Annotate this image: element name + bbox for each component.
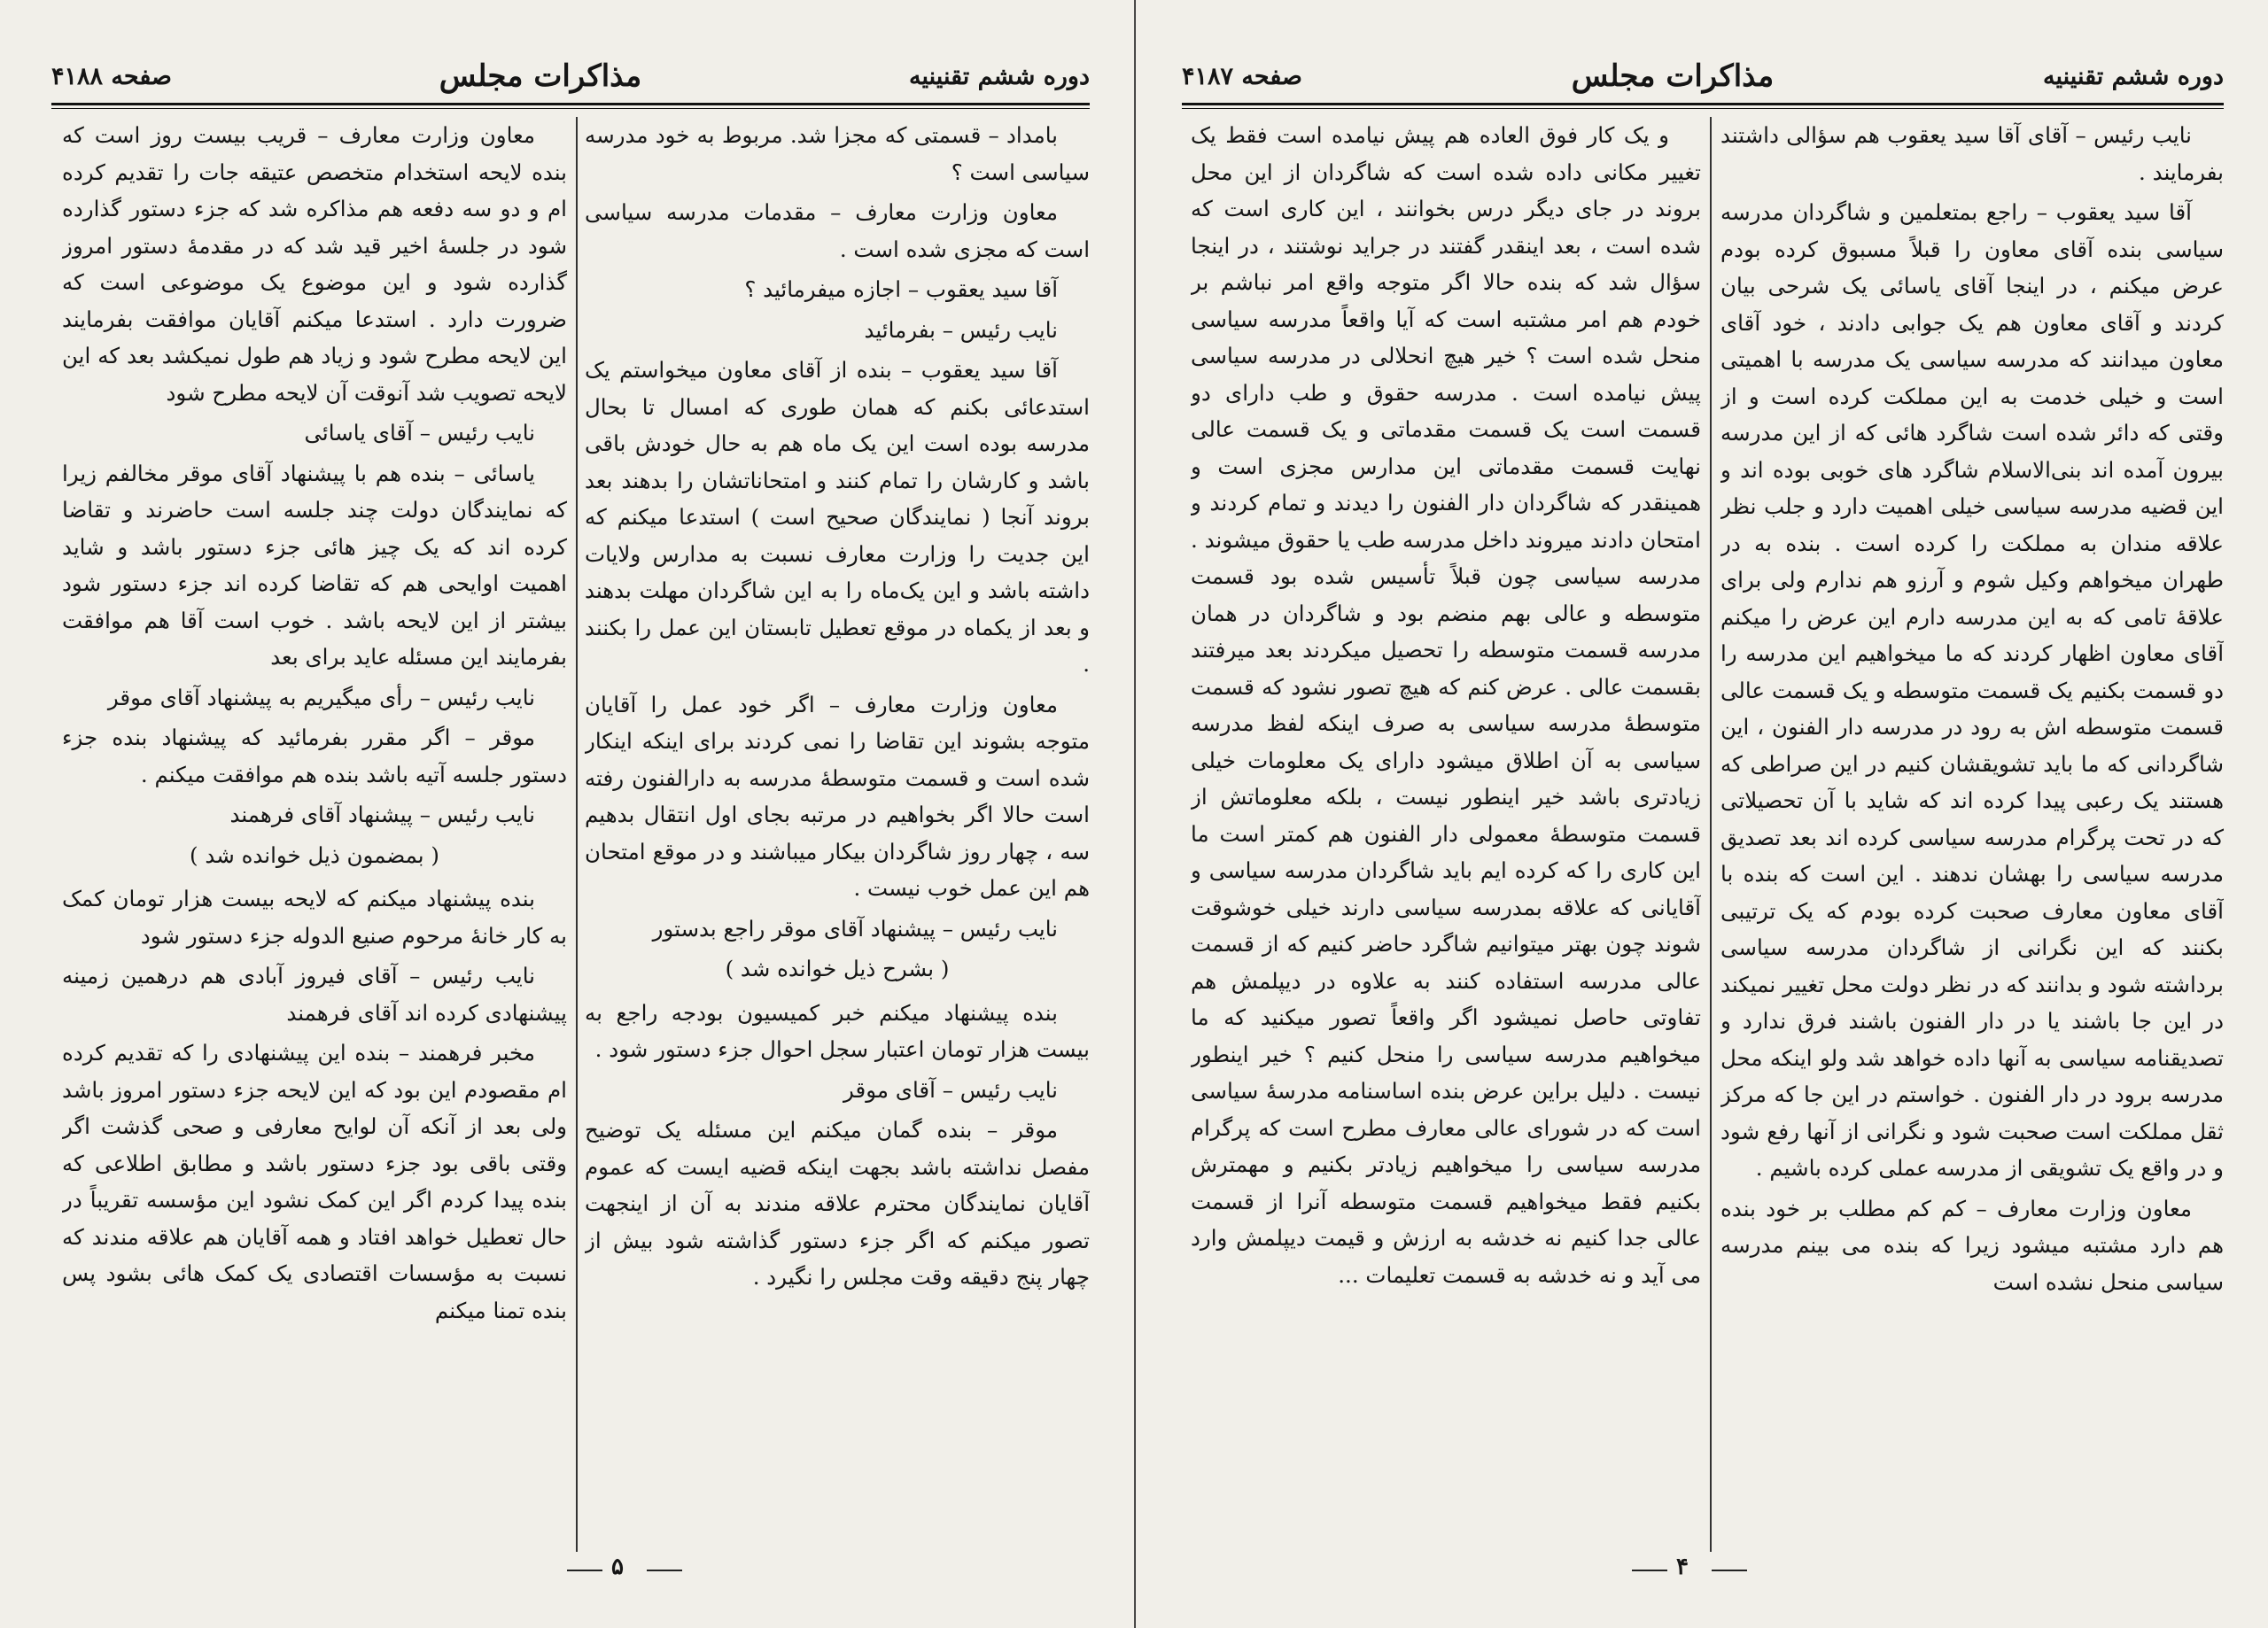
folio-dash [567, 1570, 602, 1571]
column-divider [1710, 117, 1712, 1552]
paragraph: آقا سید یعقوب – بنده از آقای معاون میخواستم یک استدعائی بکنم که همان طوری که امسال تا بحال مدرسه بوده است این یک ماه هم به حال خودش باقی باشد و کارشان را تمام کنند و امتحاناتشان را بدهند بعد بروند آنجا ( نمایندگان صحیح است ) استدعا میکنم که این جدیت را وزارت معارف نسبت به مدارس ولایات داشته باشد و این یک‌ماه را به این شاگردان مهلت بدهند و بعد از یکماه در موقع تعطیل تابستان این عمل را بکنند . [585, 357, 1090, 677]
paragraph: بنده پیشنهاد میکنم خبر کمیسیون بودجه راجع به بیست هزار تومان اعتبار سجل احوال جزء دستور شود . [585, 999, 1090, 1062]
header-rule [1182, 103, 2224, 105]
folio-dash [1632, 1570, 1667, 1571]
paragraph: نایب رئیس – آقای موقر [843, 1076, 1058, 1103]
paragraph: نایب رئیس – آقای یاسائی [304, 420, 535, 446]
folio-number: ۴ [1676, 1554, 1689, 1580]
paragraph: نایب رئیس – آقای فیروز آبادی هم درهمین زمینه پیشنهادی کرده اند آقای فرهمند [62, 963, 567, 1026]
paragraph: آقا سید یعقوب – راجع بمتعلمین و شاگردان مدرسه سیاسی بنده آقای معاون را قبلاً مسبوق کرده بودم عرض میکنم ، در اینجا آقای یاسائی یک شرحی بیان کردند و آقای معاون هم یک جوابی دادند ، خود آقای معاون میدانند که مدرسه سیاسی یک مدرسه با اهمیتی است و خیلی خدمت به این مملکت کرده است و از وقتی که دائر شده است شاگرد هائی که از این مدرسه بیرون آمده اند بنی‌الاسلام شاگرد های خوبی بوده اند و این قضیه مدرسه سیاسی خیلی اهمیت دارد و جلب نظر علاقه مندان به مملکت را کرده است . بنده به در طهران میخواهم وکیل شوم و آرزو هم ندارم ولی برای علاقهٔ تامی که به این مدرسه دارم این عرض را میکنم آقای معاون اظهار کردند که ما میخواهیم این مدرسه را دو قسمت بکنیم یک قسمت متوسطه و یک قسمت عالی قسمت متوسطه اش به رود در مدرسه دار الفنون ، این شاگردانی که ما باید تشویقشان کنیم در این صراطی که هستند یک رعبی پیدا کرده اند که شاید با آن تحصیلاتی که در تحت پرگرام مدرسه سیاسی کرده اند بعد تصدیق مدرسه سیاسی را بهشان ندهند . این است که بنده با آقای معاون معارف صحبت کرده بودم که یک ترتیبی بکنند که این نگرانی از شاگردان مدرسه سیاسی برداشته شود و بدانند که در نظر دولت محل تغییر نمیکند در این جا باشند یا در دار الفنون باشند فرق ندارد و تصدیقنامه سیاسی به آنها داده خواهد شد ولو اینکه محل مدرسه برود در دار الفنون . خواستم در این جا که مرکز ثقل مملکت است صحبت شود و نگرانی از آنها رفع شود و در واقع یک تشویقی از مدرسه عملی کرده باشیم . [1720, 199, 2224, 1181]
paragraph: معاون وزارت معارف – کم کم مطلب بر خود بنده هم دارد مشتبه میشود زیرا که بنده می بینم مدرسه سیاسی منحل نشده است [1720, 1195, 2224, 1295]
paragraph: معاون وزارت معارف – مقدمات مدرسه سیاسی است که مجزی شده است . [585, 199, 1090, 262]
paragraph: نایب رئیس – آقای آقا سید یعقوب هم سؤالی داشتند بفرمایند . [1720, 122, 2224, 185]
journal-title: مذاکرات مجلس [1571, 58, 1775, 94]
folio-dash [1712, 1570, 1747, 1571]
paragraph: نایب رئیس – پیشنهاد آقای فرهمند [229, 802, 535, 827]
running-head [51, 51, 1090, 101]
paragraph: بامداد – قسمتی که مجزا شد. مربوط به خود مدرسه سیاسی است ؟ [585, 122, 1090, 185]
paragraph: و یک کار فوق العاده هم پیش نیامده است فقط یک تغییر مکانی داده شده است که شاگردان از این محل بروند در جای دیگر درس بخوانند ، این کاری است که شده است ، بعد اینقدر گفتند در جراید نوشتند ، در اینجا سؤال شد که بنده حالا اگر متوجه واقع امر نباشم بر خودم هم امر مشتبه است که آیا واقعاً مدرسه سیاسی منحل شده است ؟ خیر هیچ انحلالی در مدرسه سیاسی پیش نیامده است . مدرسه حقوق و طب دارای دو قسمت است یک قسمت مقدماتی و یک قسمت عالی نهایت قسمت مقدماتی این مدارس مجزی است و همینقدر که شاگردان دار الفنون را دیدند و تمام کردند و امتحان دادند میروند داخل مدرسه طب یا حقوق میشوند . مدرسه سیاسی چون قبلاً تأسیس شده بود قسمت متوسطه و عالی بهم منضم بود و شاگردان در همان مدرسه قسمت متوسطه را تحصیل میکردند بعد میرفتند بقسمت عالی . عرض کنم که هیچ تصور نشود که قسمت متوسطهٔ مدرسه سیاسی به صرف اینکه لفظ مدرسه سیاسی به آن اطلاق میشود دارای یک معلومات خیلی زیادتری باشد خیر اینطور نیست ، بلکه معلوماتش از قسمت متوسطهٔ معمولی دار الفنون هم کمتر است ما این کاری را که کرده ایم باید شاگردان مدرسه سیاسی و آقایانی که علاقه بمدرسه سیاسی دارند خیلی خوشوقت شوند چون بهتر میتوانیم شاگرد حاضر کنیم که از قسمت عالی مدرسه استفاده کنند به علاوه در دیپلمش هم تفاوتی حاصل نمیشود اگر واقعاً تصور میکنید که ما میخواهیم مدرسه سیاسی را منحل کنیم ؟ خیر اینطور نیست . دلیل براین عرض بنده اساسنامه مدرسهٔ سیاسی است که در شورای عالی معارف مطرح است که پرگرام مدرسه سیاسی را میخواهیم زیادتر بکنیم و مهمترش بکنیم فقط میخواهیم قسمت متوسطه آنرا از قسمت عالی جدا کنیم نه خدشه به ارزش و قیمت دیپلمش وارد می آید و نه خدشه به قسمت تعلیمات ... [1191, 122, 1701, 1288]
paragraph: نایب رئیس – بفرمائید [864, 316, 1058, 343]
header-rule [51, 103, 1090, 105]
read-out-note: ( بمضمون ذیل خوانده شد ) [190, 841, 439, 868]
journal-title: مذاکرات مجلس [439, 58, 642, 94]
column-divider [576, 117, 578, 1552]
running-head [1182, 51, 2224, 101]
page-label: صفحه ۴۱۸۸ [51, 62, 172, 90]
paragraph: نایب رئیس – رأی میگیریم به پیشنهاد آقای موقر [107, 684, 535, 710]
session-label: دوره ششم تقنینیه [2043, 62, 2224, 90]
paragraph: بنده پیشنهاد میکنم که لایحه بیست هزار تومان کمک به کار خانهٔ مرحوم صنیع الدوله جزء دستور شود [62, 886, 567, 949]
paragraph: معاون وزارت معارف – اگر خود عمل را آقایان متوجه بشوند این تقاضا را نمی کردند برای اینکه اینکار شده است و قسمت متوسطهٔ مدرسه به دارالفنون رفته است حالا اگر بخواهیم در مرتبه بجای اول انتقال بدهیم سه ، چهار روز شاگردان بیکار میباشند و در موقع امتحان هم این عمل خوب نیست . [585, 691, 1090, 901]
paragraph: مخبر فرهمند – بنده این پیشنهادی را که تقدیم کرده ام مقصودم این بود که این لایحه جزء دستور امروز باشد ولی بعد از آنکه آن لوایح معارفی و صحی گذشت اگر وقتی باقی بود جزء دستور باشد و مطابق اطلاعی که بنده پیدا کردم اگر این کمک نشود این مؤسسه تقریباً در حال تعطیل خواهد افتاد و همه آقایان هم علاقه مندند که نسبت به مؤسسات اقتصادی یک کمک هائی بشود پس بنده تمنا میکنم [62, 1040, 567, 1323]
paragraph: موقر – اگر مقرر بفرمائید که پیشنهاد بنده جزء دستور جلسه آتیه باشد بنده هم موافقت میکنم . [62, 725, 567, 787]
folio-dash [647, 1570, 682, 1571]
paragraph: آقا سید یعقوب – اجازه میفرمائید ؟ [744, 276, 1058, 302]
left-column [62, 117, 567, 1556]
session-label: دوره ششم تقنینیه [909, 62, 1090, 90]
paragraph: نایب رئیس – پیشنهاد آقای موقر راجع بدستور [652, 915, 1058, 942]
page-label: صفحه ۴۱۸۷ [1182, 62, 1302, 90]
paragraph: موقر – بنده گمان میکنم این مسئله یک توضیح مفصل نداشته باشد بجهت اینکه قضیه ایست که عموم آقایان نمایندگان محترم علاقه مندند به آن از اینجهت تصور میکنم که اگر جزء دستور گذاشته شود بیش از چهار پنج دقیقه وقت مجلس را نگیرد . [585, 1117, 1090, 1290]
paragraph: معاون وزارت معارف – قریب بیست روز است که بنده لایحه استخدام متخصص عتیقه جات را تقدیم کرده ام و دو سه دفعه هم مذاکره شد که جزء دستور گذارده شود در جلسهٔ اخیر قید شد که در مقدمهٔ دستور امروز گذارده شود و این موضوع یک موضوعی است که ضرورت دارد . استدعا میکنم آقایان موافقت بفرمایند این لایحه مطرح شود و زیاد هم طول نمیکشد بعد که این لایحه تصویب شد آنوقت آن لایحه مطرح شود [62, 122, 567, 406]
paragraph: یاسائی – بنده هم با پیشنهاد آقای موقر مخالفم زیرا که نمایندگان دولت چند جلسه است حاضرند و تقاضا کرده اند که یک چیز هائی جزء دستور باشد و شاید اهمیت اوایحی هم که تقاضا کرده اند جزء دستور شود بیشتر از این لایحه باشد . خوب است آقا هم موافقت بفرمایند این مسئله عاید برای بعد [62, 460, 567, 670]
right-page [1136, 0, 2268, 1628]
folio-number: ۵ [611, 1554, 624, 1580]
right-column [585, 117, 1090, 1556]
read-out-note: ( بشرح ذیل خوانده شد ) [725, 956, 950, 981]
left-column [1191, 117, 1701, 1556]
right-column [1720, 117, 2224, 1556]
